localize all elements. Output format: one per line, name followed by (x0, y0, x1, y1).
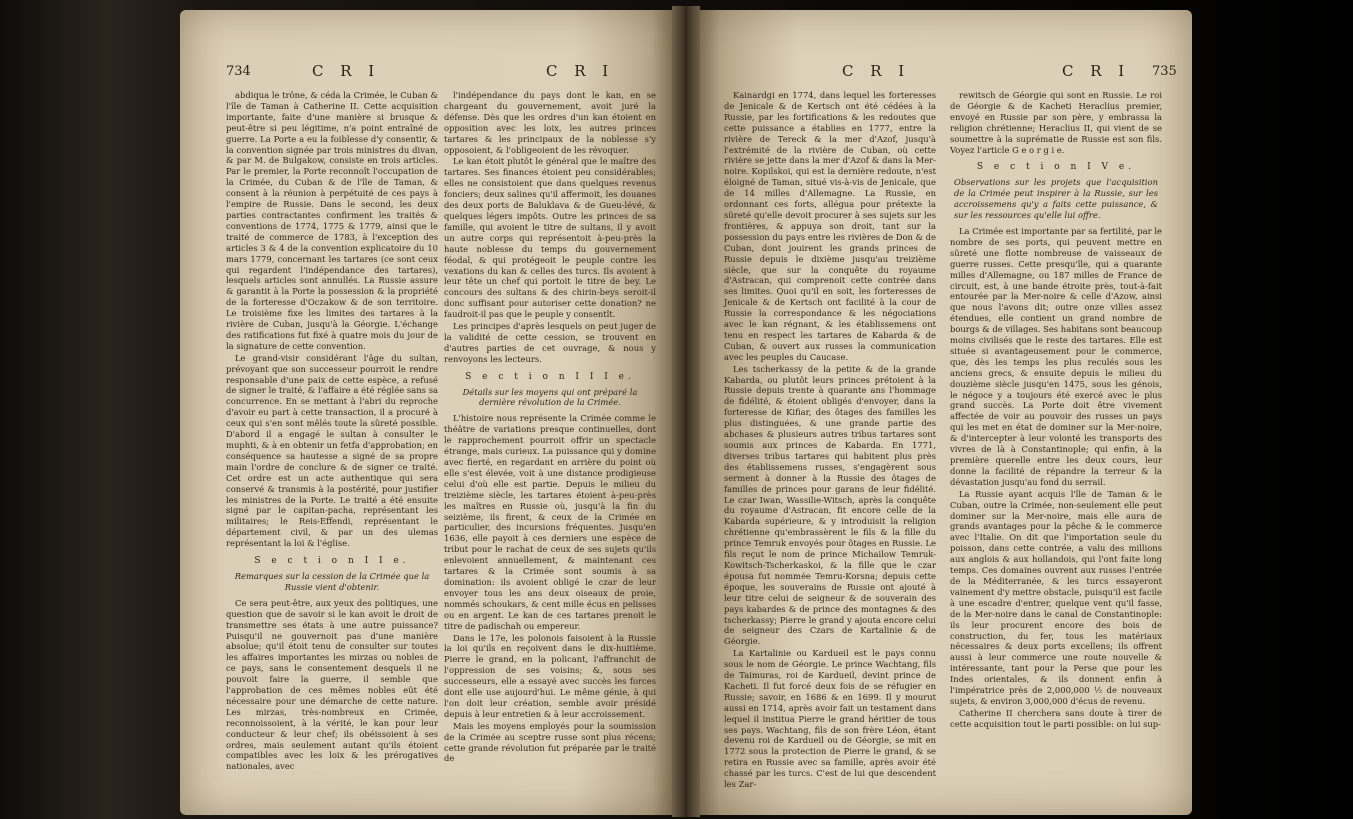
paragraph: abdiqua le trône, & céda la Crimée, le Cuban & l'île de Taman à Catherine II. Cette acquisition importante, faite d'une manière si brusque & peut-être si peu légitime, n'a point entraîné de guerre. La Porte a eu la foiblesse d'y consentir, & la convention signée par trois ministres du divan, & par M. de Bulgakow, consiste en trois articles. Par le premier, la Porte reconnoît l'occupation de la Crimée, du Cuban & de l'île de Taman, & consent à la réunion à perpétuité de ces pays à l'empire de Russie. Dans le second, les deux parties contractantes confirment les traités & conventions de 1774, 1775 & 1779, ainsi que le traité de commerce de 1783, à l'exception des articles 3 & 4 de la convention explicatoire du 10 mars 1779, concernant les tartares (ce sont ceux qui regardent l'indépendance des tartares), lesquels articles sont annullés. La Russie assure & garantit à la Porte la possession & la propriété de la forteresse d'Oczakow & de son territoire. Le troisième fixe les limites des tartares à la rivière de Cuban, jusqu'à la Géorgie. L'échange des ratifications fut fixé à quatre mois du jour de la signature de cette convention. (226, 90, 438, 351)
paragraph: rewitsch de Géorgie qui sont en Russie. Le roi de Géorgie & de Kacheti Heraclius premier, envoyé en Russie par son père, y embrassa la religion chrétienne; Heraclius II, qui vient de se soumettre à la suprématie de Russie est son fils. Voyez l'article G e o r g i e. (950, 90, 1162, 155)
left-page-header (226, 64, 654, 86)
paragraph: l'indépendance du pays dont le kan, en se chargeant du gouvernement, avoit juré la défense. Dès que les ordres d'un kan étoient en opposition avec les loix, les autres princes tartares & les principaux de la noblesse s'y opposoient, & l'obligeoient de les révoquer. (444, 90, 656, 155)
text-column (950, 90, 1162, 809)
section-summary: Détails sur les moyens qui ont préparé la dernière révolution de la Crimée. (462, 386, 638, 408)
page-number: 734 (226, 64, 251, 79)
section-summary: Remarques sur la cession de la Crimée que la Russie vient d'obtenir. (234, 570, 430, 592)
section-heading: S e c t i o n I V e. (976, 162, 1136, 173)
section-summary: Observations sur les projets que l'acquisition de la Crimée peut inspirer à la Russie, sur les accroissemens qu'y a faits cette puissance, & sur les ressources qu'elle lui offre. (954, 177, 1158, 221)
running-title: C R I (312, 62, 381, 80)
page-number: 735 (1152, 64, 1177, 79)
paragraph: Le grand-visir considérant l'âge du sultan, prévoyant que son successeur pourroit le rendre responsable d'une paix de cette espèce, a refusé de signer le traité, & l'affaire a été réglée sans sa concurrence. En se mettant à l'abri du reproche d'avoir eu part à cette transaction, il a procuré à ceux qui s'en sont mêlés toute la sûreté possible. D'abord il a engagé le sultan à consulter le muphti, & à en obtenir un fetfa d'approbation; en conséquence sa hautesse a signé de sa propre main l'ordre de conclure & de signer ce traité. Cet ordre est un acte authentique qui sera conservé & transmis à la postérité, pour justifier les ministres de la Porte. Le traité a été ensuite signé par le capitan-pacha, représentant les militaires; le Reis-Effendi, représentant le département civil, & par un des ulemas représentant la loi & l'église. (226, 352, 438, 549)
paragraph: Catherine II cherchera sans doute à tirer de cette acquisition tout le parti possible: on lui sup- (950, 707, 1162, 729)
paragraph: Les principes d'après lesquels on peut juger de la validité de cette cession, se trouvent en d'autres parties de cet ouvrage, & nous y renvoyons les lecteurs. (444, 321, 656, 364)
text-column (444, 90, 656, 809)
running-title: C R I (842, 62, 911, 80)
running-title: C R I (1062, 62, 1131, 80)
paragraph: La Russie ayant acquis l'île de Taman & le Cuban, outre la Crimée, non-seulement elle peut dominer sur la Mer-noire, mais elle aura de grands avantages pour la pêche & le commerce avec l'Italie. On dit que l'importation seule du poisson, dans cette contrée, a valu des millions aux anglois & aux hollandois, qui l'ont faite long temps. Ces domaines ouvrent aux russes l'entrée de la Méditerranée, & les turcs essayeront vainement d'y mettre obstacle, puisqu'il est facile à une escadre d'entrer, quelque vent qu'il fasse, de la Mer-noire dans le canal de Constantinople: ils leur procurent encore des bois de construction, du fer, tous les matériaux nécessaires & deux ports excellens; ils offrent aussi à leur commerce une route nouvelle & intéressante, tant pour la Perse que pour les Indes orientales, & ils donnent enfin à l'impératrice près de 2,000,000 ½ de nouveaux sujets, & environ 3,000,000 d'écus de revenu. (950, 488, 1162, 706)
paragraph: La Kartalinie ou Kardueil est le pays connu sous le nom de Géorgie. Le prince Wachtang, fils de Taimuras, roi de Kardueil, devint prince de Kacheti. Il fut forcé deux fois de se réfugier en Russie; savoir, en 1686 & en 1699. Il y mourut aussi en 1714, après avoir fait un testament dans lequel il institua Pierre le grand héritier de tous ses pays. Wachtang, fils de son frère Léon, étant devenu roi de Kardueil ou de Géorgie, se mit en 1772 sous la protection de Pierre le grand, & se retira en Russie avec sa famille, après avoir été chassé par les turcs. C'est de lui que descendent les Zar- (724, 648, 936, 790)
paragraph: Dans le 17e, les polonois faisoient à la Russie la loi qu'ils en reçoivent dans le dix-huitième. Pierre le grand, en la policant, l'affranchit de l'oppression de ses voisins; &, sous ses successeurs, elle a essayé avec succès les forces dont elle use aujourd'hui. Le même génie, à qui l'on doit leur création, semble avoir présidé depuis à leur entretien & à leur accroissement. (444, 632, 656, 719)
paragraph: L'histoire nous représente la Crimée comme le théâtre de variations presque continuelles, dont le rapprochement pourroit offrir un spectacle étrange, mais curieux. La puissance qui y domine avec fierté, en regardant en arrière du point où elle s'est élevée, voit à une distance prodigieuse celui d'où elle est partie. Depuis le milieu du treizième siècle, les tartares étoient à-peu-près les maîtres en Russie où, jusqu'à la fin du seizième, ils firent, & ceux de la Crimée en particulier, des incursions fréquentes. Jusqu'en 1636, elle payoit à ces derniers une espèce de tribut pour le rachat de ceux de ses sujets qu'ils enlevoient annuellement, & maintenant ces tartares & la Crimée sont soumis à sa domination: ils avoient obligé le czar de leur envoyer tous les ans deux oiseaux de proie, nommés schoukars, & cent mille écus en pelisses ou en argent. Le kan de ces tartares prenoit le titre de padischah ou empereur. (444, 413, 656, 631)
paragraph: Ce sera peut-être, aux yeux des politiques, une question que de savoir si le kan avoit le droit de transmettre ses états à une autre puissance? Puisqu'il ne gouvernoit pas d'une manière absolue; qu'il étoit tenu de consulter sur toutes les affaires importantes les mirzas ou nobles de ce pays, sans le consentement desquels il ne pouvoit faire la guerre, il semble que l'approbation de ces mêmes nobles eût été nécessaire pour une démarche de cette nature. Les mirzas, très-nombreux en Crimée, reconnoissoient, à la vérité, le kan pour leur conducteur & leur chef; ils obéissoient à ses ordres, mais seulement autant qu'ils étoient compatibles avec les loix & les prérogatives nationales, avec (226, 597, 438, 772)
text-column (226, 90, 438, 809)
book-gutter (672, 6, 700, 817)
paragraph: Les tscherkassy de la petite & de la grande Kabarda, ou plutôt leurs princes prétoient à la Russie depuis trente à quarante ans l'hommage de fidélité, & étoient obligés d'envoyer, dans la forteresse de Kifiar, des ôtages des familles les plus distinguées, & une grande partie des abchases & plusieurs autres tribus tartares sont soumis aux princes de Kabarda. En 1771, diverses tribus tartares qui habitent plus près des établissemens russes, s'engagèrent sous serment à donner à la Russie des ôtages de familles de princes pour garans de leur fidélité. Le czar Iwan, Wassilie-Witsch, après la conquête du royaume d'Astracan, fit encore celle de la Kabarda supérieure, & y introduisit la religion chrétienne qu'embrassèrent le fils & la fille du prince Temruk envoyés pour ôtages en Russie. Le fils reçut le nom de prince Michailow Temruk-Kowitsch-Tscherkaskoi, & la fille que le czar épousa fut nommée Temru-Korsna; depuis cette époque, les souverains de Russie ont ajouté à leur titre celui de seigneur & de souverain des pays kabardes & de prince des montagnes & des tscherkassy; Pierre le grand y ajouta encore celui de seigneur des Czars de Kartalinie & de Géorgie. (724, 363, 936, 647)
text-column (724, 90, 936, 809)
left-page (180, 10, 672, 815)
paragraph: Le kan étoit plutôt le général que le maître des tartares. Ses finances étoient peu considérables; elles ne consistoient que dans quelques revenus fonciers; deux salines qu'il affermoit, les douanes des deux ports de Baluklava & de Gueu-lévé, & quelques légers impôts. Outre les princes de sa famille, qui avoient le titre de sultans, il y avoit un autre corps qui représentoit à-peu-près la haute noblesse du temps du gouvernement féodal, & qui protégeoit le peuple contre les vexations du kan & celles des turcs. Ils avoient à leur tête un chef qui portoit le titre de bey. Le concours des sultans & des chirin-beys seroit-il donc suffisant pour autoriser cette donation? ne faudroit-il pas que le peuple y consentît. (444, 156, 656, 320)
right-page (700, 10, 1192, 815)
section-heading: S e c t i o n I I I e. (465, 371, 635, 382)
paragraph: Mais les moyens employés pour la soumission de la Crimée au sceptre russe sont plus récens; cette grande révolution fut préparée par le traité de (444, 720, 656, 764)
section-heading: S e c t i o n I I e. (254, 556, 410, 567)
running-title: C R I (546, 62, 615, 80)
right-page-header (722, 62, 1177, 86)
paragraph: La Crimée est importante par sa fertilité, par le nombre de ses ports, qui peuvent mettre en sûreté une flotte nombreuse de vaisseaux de guerre russes. Cette presqu'île, qui a quarante milles d'Allemagne, ou 187 milles de France de circuit, est, à une bande étroite près, tout-à-fait entourée par la Mer-noire & celle d'Azow, ainsi que nous l'avons dit; outre onze villes assez étendues, elle contient un grand nombre de bourgs & de villages. Ses habitans sont beaucoup moins civilisés que le reste des tartares. Elle est située si avantageusement pour le commerce, que, dès les temps les plus reculés sous les anciens grecs, & ensuite depuis le milieu du douzième siècle jusqu'en 1475, sous les génois, le négoce y a toujours été exercé avec le plus grand succès. La Porte doit être vivement affectée de voir au pouvoir des russes un pays qui les met en état de dominer sur la Mer-noire, & d'intercepter à leur volonté les transports des vivres de là à Constantinople; qui enfin, à la première querelle entre les deux cours, leur donne la facilité de répandre la terreur & la dévastation jusqu'au fond du serrail. (950, 225, 1162, 487)
paragraph: Kainardgi en 1774, dans lequel les forteresses de Jenicale & de Kertsch ont été cédées à la Russie, par les fortifications & les redoutes que cette puissance a établies en 1777, entre la rivière de Tereck & la mer d'Azof, jusqu'à l'extrémité de la rivière de Cuban, où cette rivière se jette dans la mer d'Azof & dans la Mer-noire. Kopilskoi, qui est la dernière redoute, n'est éloigné de Taman, situé vis-à-vis de Jenicale, que de 14 milles d'Allemagne. La Russie, en ordonnant ces forts, allégua pour prétexte la sûreté qu'elle devoit procurer à ses sujets sur les frontières, & appuya son droit, tant sur la possession du pays entre les rivières de Don & de Cuban, dont jouirent les grands princes de Russie depuis le dixième jusqu'au treizième siècle, que sur la conquête du royaume d'Astracan, qui comprenoit cette contrée dans ses limites. Quoi qu'il en soit, les forteresses de Jenicale & de Kertsch ont facilité à la cour de Russie la correspondance & les négociations avec le kan régnant, & les établissemens ont tenu en respect les tartares de Kabarda & de Cuban, & ouvert aux russes la communication avec les peuples du Caucase. (724, 90, 936, 362)
